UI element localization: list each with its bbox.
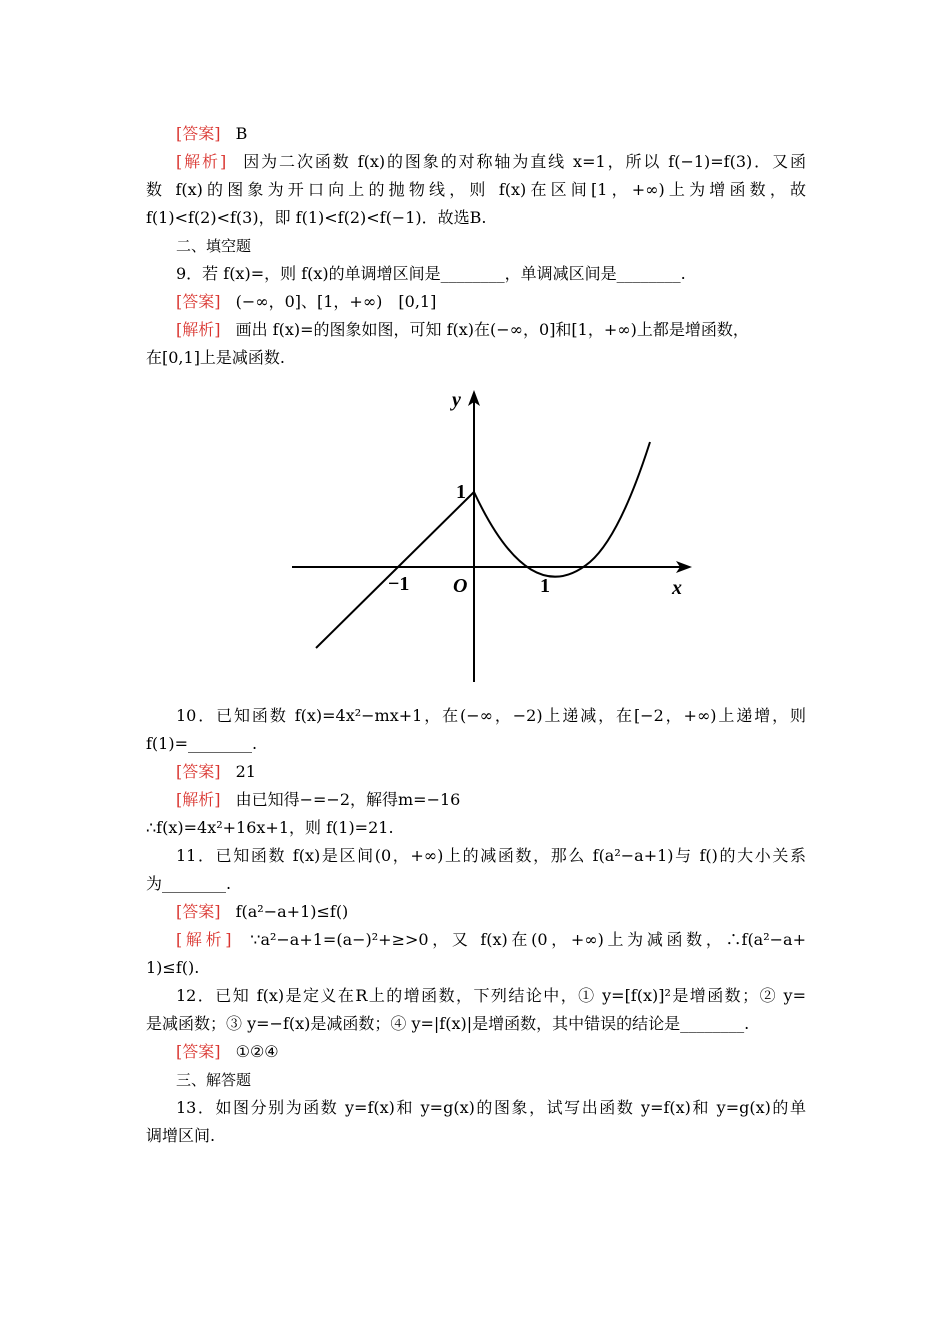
- q9-question: 9．若 f(x)=，则 f(x)的单调增区间是________，单调减区间是________.: [176, 264, 686, 283]
- answer-value: ①②④: [235, 1042, 279, 1061]
- parabola-curve: [474, 442, 650, 577]
- answer-tag: [答案]: [176, 902, 221, 921]
- q8-analysis-line-3: f(1)<f(2)<f(3)，即 f(1)<f(2)<f(−1)．故选B.: [146, 208, 487, 227]
- q11-question-line-2: 为________.: [146, 874, 232, 893]
- answer-value: B: [235, 124, 248, 143]
- q10-answer: [176, 762, 836, 782]
- q12-question-line-2: 是减函数；③ y=−f(x)是减函数；④ y=|f(x)|是增函数，其中错误的结论是________.: [146, 1014, 750, 1033]
- x-tick-neg1-label: −1: [388, 573, 410, 595]
- answer-tag: [答案]: [176, 292, 221, 311]
- q11-analysis-line-2: 1)≤f().: [146, 958, 200, 977]
- q9-analysis-line-2: 在[0,1]上是减函数.: [146, 348, 286, 367]
- q10-question-line-1: 10．已知函数 f(x)=4x²−mx+1，在(−∞，−2)上递减，在[−2，+∞)上递增，则: [176, 706, 806, 725]
- q13-question-line-2: 调增区间.: [146, 1126, 216, 1145]
- analysis-tag: [解析]: [176, 790, 221, 809]
- q11-answer: [176, 902, 836, 922]
- x-tick-1-label: 1: [540, 575, 550, 597]
- analysis-tag: [解析]: [176, 152, 227, 171]
- q10-conclusion: ∴f(x)=4x²+16x+1，则 f(1)=21.: [146, 818, 394, 837]
- q8-analysis-line-1: [解析] 因为二次函数 f(x)的图象的对称轴为直线 x=1，所以 f(−1)=f(3)．又函: [176, 152, 806, 171]
- q11-question-line-1: 11．已知函数 f(x)是区间(0，+∞)上的减函数，那么 f(a²−a+1)与 f()的大小关系: [176, 846, 806, 865]
- answer-tag: [答案]: [176, 124, 221, 143]
- q10-question-line-2: f(1)=________.: [146, 734, 258, 753]
- y-tick-1-label: 1: [456, 481, 466, 503]
- analysis-tag: [解析]: [176, 320, 221, 339]
- linear-segment: [316, 492, 474, 648]
- section-heading-solve: 三、解答题: [176, 1071, 252, 1089]
- q8-answer: [176, 124, 836, 144]
- answer-value: 21: [235, 762, 256, 781]
- q12-answer: [176, 1042, 836, 1062]
- q8-analysis-line-2: 数 f(x)的图象为开口向上的抛物线，则 f(x)在区间[1，+∞)上为增函数，故: [146, 180, 806, 199]
- answer-value: f(a²−a+1)≤f(): [235, 902, 349, 921]
- section-heading-fill-in: 二、填空题: [176, 237, 252, 255]
- x-axis-label: x: [672, 577, 682, 599]
- y-axis-label: y: [452, 389, 461, 411]
- q10-analysis: [解析] 由已知得−=−2，解得m=−16: [176, 790, 461, 809]
- analysis-tag: [解析]: [176, 930, 232, 949]
- origin-label: O: [453, 575, 468, 597]
- function-graph: [290, 386, 700, 686]
- q11-analysis-line-1: [解析] ∵a²−a+1=(a−)²+≥>0，又 f(x)在(0，+∞)上为减函数，∴f(a²−a+: [176, 930, 806, 949]
- q13-question-line-1: 13．如图分别为函数 y=f(x)和 y=g(x)的图象，试写出函数 y=f(x)和 y=g(x)的单: [176, 1098, 806, 1117]
- answer-value: (−∞，0]、[1，+∞) [0,1]: [235, 292, 437, 311]
- answer-tag: [答案]: [176, 762, 221, 781]
- q9-analysis-line-1: [解析] 画出 f(x)=的图象如图，可知 f(x)在(−∞，0]和[1，+∞)上都是增函数，: [176, 320, 749, 339]
- q12-question-line-1: 12．已知 f(x)是定义在R上的增函数，下列结论中，① y=[f(x)]²是增函数；② y=: [176, 986, 806, 1005]
- answer-tag: [答案]: [176, 1042, 221, 1061]
- q9-answer: [176, 292, 836, 312]
